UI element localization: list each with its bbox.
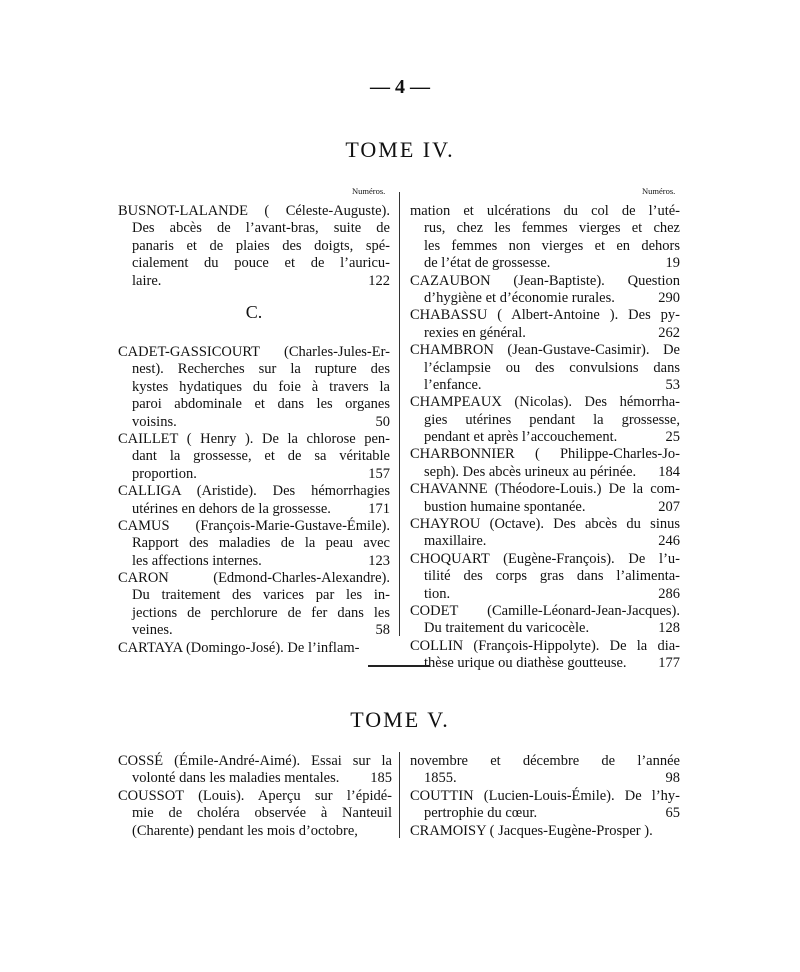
entry-title-line [118, 587, 390, 604]
entry-text: bustion humaine spontanée. [424, 498, 586, 515]
index-entry [118, 640, 390, 657]
entry-title-line [118, 535, 390, 552]
entry-text: l’éclampsie ou des convulsions dans [424, 359, 680, 376]
entry-title-line [118, 823, 392, 840]
index-entry [118, 344, 390, 431]
numeros-right-label: Numéros. [642, 186, 676, 196]
index-entry [410, 481, 680, 516]
entry-title-line [410, 620, 680, 637]
entry-number: 290 [658, 289, 680, 306]
entry-author-line [118, 753, 392, 770]
entry-number: 177 [658, 655, 680, 672]
entry-author-line [118, 788, 392, 805]
entry-text: COSSÉ (Émile-André-Aimé). Essai sur la [118, 753, 392, 769]
entry-text: utérines en dehors de la grossesse. [132, 500, 331, 517]
index-entry [410, 394, 680, 446]
index-entry [118, 788, 392, 840]
entry-text: proportion. [132, 465, 197, 482]
entry-title-line [410, 499, 680, 516]
entry-text: pertrophie du cœur. [424, 805, 538, 822]
entry-title-line [410, 325, 680, 342]
entry-author-line [410, 342, 680, 359]
entry-author-line [410, 307, 680, 324]
entry-title-line [410, 655, 680, 672]
entry-author-line [118, 203, 390, 220]
entry-text: CALLIGA (Aristide). Des hémorrhagies [118, 483, 390, 500]
entry-text: CARTAYA (Domingo-José). De l’inflam- [118, 639, 360, 656]
index-entry [410, 516, 680, 551]
entry-text: CHAMBRON (Jean-Gustave-Casimir). De [410, 342, 680, 359]
entry-text: Du traitement du varicocèle. [424, 620, 590, 637]
entry-title-line [118, 466, 390, 483]
entry-number: 207 [658, 498, 680, 515]
tome-iv-title: TOME IV. [345, 137, 455, 162]
entry-number: 65 [665, 805, 680, 822]
index-entry [118, 203, 390, 290]
entry-author-line [410, 638, 680, 655]
index-entry [118, 518, 390, 570]
page-number: — 4 — [370, 76, 430, 98]
entry-author-line [118, 518, 390, 535]
entry-text: CARON (Edmond-Charles-Alexandre). [118, 570, 390, 587]
entry-text: cialement du pouce et de l’auricu- [132, 255, 390, 272]
entry-text: rexies en général. [424, 324, 526, 341]
entry-text: les affections internes. [132, 552, 262, 569]
entry-number: 123 [368, 552, 390, 569]
entry-number: 98 [665, 770, 680, 787]
entry-title-line [410, 429, 680, 446]
entry-number: 128 [658, 620, 680, 637]
entry-title-line [410, 255, 680, 272]
entry-title-line [410, 290, 680, 307]
entry-text: maxillaire. [424, 533, 487, 550]
tome-v-left-column [118, 753, 392, 840]
entry-title-line [118, 414, 390, 431]
entry-title-line [410, 568, 680, 585]
entry-author-line [410, 446, 680, 463]
index-entry [410, 446, 680, 481]
entry-title-line [118, 379, 390, 396]
entry-title-line [118, 255, 390, 272]
entry-text: rus, chez les femmes vierges et chez [424, 220, 680, 237]
entry-text: COUSSOT (Louis). Aperçu sur l’épidé- [118, 787, 392, 804]
entry-author-line [410, 516, 680, 533]
entry-text: CHAMPEAUX (Nicolas). Des hémorrha- [410, 394, 680, 411]
entry-author-line [410, 273, 680, 290]
entry-title-line [410, 360, 680, 377]
entry-title-line [410, 805, 680, 822]
entry-title-line [410, 770, 680, 787]
entry-text: CHABASSU ( Albert-Antoine ). Des py- [410, 307, 680, 324]
entry-text: Des abcès de l’avant-bras, suite de [132, 220, 390, 237]
entry-text: CHAVANNE (Théodore-Louis.) De la com- [410, 481, 680, 498]
entry-title-line [410, 238, 680, 255]
column-divider-tome-v [399, 752, 400, 838]
entry-text: Rapport des maladies de la peau avec [132, 535, 390, 552]
entry-text: CODET (Camille-Léonard-Jean-Jacques). [410, 602, 680, 619]
entry-text: mie de choléra observée à Nanteuil [132, 805, 392, 822]
tome-v-title: TOME V. [350, 707, 450, 732]
entry-number: 262 [658, 324, 680, 341]
index-entry [410, 551, 680, 603]
entry-author-line [118, 431, 390, 448]
numeros-left-label: Numéros. [352, 186, 386, 196]
entry-title-line [118, 553, 390, 570]
tome-iv-left-column [118, 203, 390, 290]
entry-text: jections de perchlorure de fer dans les [132, 604, 390, 621]
entry-text: CHAYROU (Octave). Des abcès du sinus [410, 516, 680, 533]
tome-v-right-column [410, 753, 680, 840]
entry-author-line [410, 788, 680, 805]
index-entry [118, 431, 390, 483]
index-entry [410, 638, 680, 673]
tome-iv-left-column-cont [118, 344, 390, 657]
entry-author-line [410, 203, 680, 220]
separator-rule [368, 665, 430, 667]
entry-text: voisins. [132, 413, 177, 430]
entry-number: 246 [658, 533, 680, 550]
entry-number: 184 [658, 463, 680, 480]
entry-number: 171 [368, 500, 390, 517]
entry-text: CAILLET ( Henry ). De la chlorose pen- [118, 430, 390, 447]
tome-iv-right-column [410, 203, 680, 673]
entry-number: 122 [368, 272, 390, 289]
entry-text: CHOQUART (Eugène-François). De l’u- [410, 550, 680, 567]
entry-text: CAMUS (François-Marie-Gustave-Émile). [118, 517, 390, 534]
entry-text: 1855. [424, 770, 457, 787]
entry-text: thèse urique ou diathèse goutteuse. [424, 655, 627, 672]
entry-title-line [118, 448, 390, 465]
index-entry [410, 307, 680, 342]
entry-text: novembre et décembre de l’année [410, 753, 680, 769]
index-entry [410, 203, 680, 273]
entry-text: CAZAUBON (Jean-Baptiste). Question [410, 272, 680, 289]
entry-number: 50 [375, 413, 390, 430]
entry-title-line [118, 501, 390, 518]
entry-text: dant la grossesse, et de sa véritable [132, 448, 390, 465]
entry-author-line [410, 603, 680, 620]
index-entry [410, 753, 680, 788]
entry-text: paroi abdominale et dans les organes [132, 396, 390, 413]
entry-number: 25 [665, 429, 680, 446]
entry-text: d’hygiène et d’économie rurales. [424, 289, 615, 306]
entry-author-line [410, 823, 680, 840]
entry-title-line [118, 396, 390, 413]
entry-author-line [410, 551, 680, 568]
entry-text: Du traitement des varices par les in- [132, 587, 390, 604]
entry-number: 19 [665, 255, 680, 272]
entry-text: pendant et après l’accouchement. [424, 429, 618, 446]
entry-author-line [118, 483, 390, 500]
entry-title-line [410, 377, 680, 394]
index-entry [118, 753, 392, 788]
entry-title-line [118, 238, 390, 255]
entry-title-line [118, 361, 390, 378]
column-divider [399, 192, 400, 636]
entry-text: gies utérines pendant la grossesse, [424, 411, 680, 428]
entry-title-line [410, 220, 680, 237]
entry-title-line [118, 770, 392, 787]
entry-title-line [118, 605, 390, 622]
entry-title-line [118, 805, 392, 822]
entry-text: CADET-GASSICOURT (Charles-Jules-Er- [118, 344, 390, 360]
entry-number: 286 [658, 585, 680, 602]
entry-number: 53 [665, 376, 680, 393]
entry-author-line [410, 481, 680, 498]
entry-text: tilité des corps gras dans l’alimenta- [424, 568, 680, 585]
entry-author-line [410, 753, 680, 770]
entry-title-line [118, 220, 390, 237]
index-entry [118, 483, 390, 518]
entry-number: 185 [370, 770, 392, 787]
entry-number: 58 [375, 622, 390, 639]
index-entry [410, 823, 680, 840]
entry-text: CRAMOISY ( Jacques-Eugène-Prosper ). [410, 822, 653, 839]
entry-text: tion. [424, 585, 451, 602]
entry-text: mation et ulcérations du col de l’uté- [410, 203, 680, 219]
entry-text: panaris et de plaies des doigts, spé- [132, 237, 390, 254]
entry-title-line [410, 586, 680, 603]
entry-text: COUTTIN (Lucien-Louis-Émile). De l’hy- [410, 787, 680, 804]
entry-text: l’enfance. [424, 376, 482, 393]
entry-text: les femmes non vierges et en dehors [424, 237, 680, 254]
entry-title-line [118, 273, 390, 290]
index-entry [410, 603, 680, 638]
entry-author-line [118, 570, 390, 587]
entry-author-line [410, 394, 680, 411]
index-entry [118, 570, 390, 640]
entry-title-line [118, 622, 390, 639]
entry-author-line [118, 640, 390, 657]
entry-text: CHARBONNIER ( Philippe-Charles-Jo- [410, 446, 680, 463]
index-entry [410, 788, 680, 823]
entry-text: (Charente) pendant les mois d’octobre, [132, 822, 358, 839]
entry-text: volonté dans les maladies mentales. [132, 770, 340, 787]
index-entry [410, 273, 680, 308]
entry-text: nest). Recherches sur la rupture des [132, 361, 390, 378]
entry-title-line [410, 412, 680, 429]
entry-text: kystes hydatiques du foie à travers la [132, 378, 390, 395]
section-letter: C. [245, 302, 263, 322]
entry-number: 157 [368, 465, 390, 482]
entry-text: de l’état de grossesse. [424, 255, 551, 272]
entry-text: veines. [132, 622, 173, 639]
entry-title-line [410, 533, 680, 550]
index-entry [410, 342, 680, 394]
entry-author-line [118, 344, 390, 361]
entry-text: seph). Des abcès urineux au périnée. [424, 463, 637, 480]
entry-text: BUSNOT-LALANDE ( Céleste-Auguste). [118, 203, 390, 219]
entry-title-line [410, 464, 680, 481]
entry-text: COLLIN (François-Hippolyte). De la dia- [410, 637, 680, 654]
entry-text: laire. [132, 272, 162, 289]
